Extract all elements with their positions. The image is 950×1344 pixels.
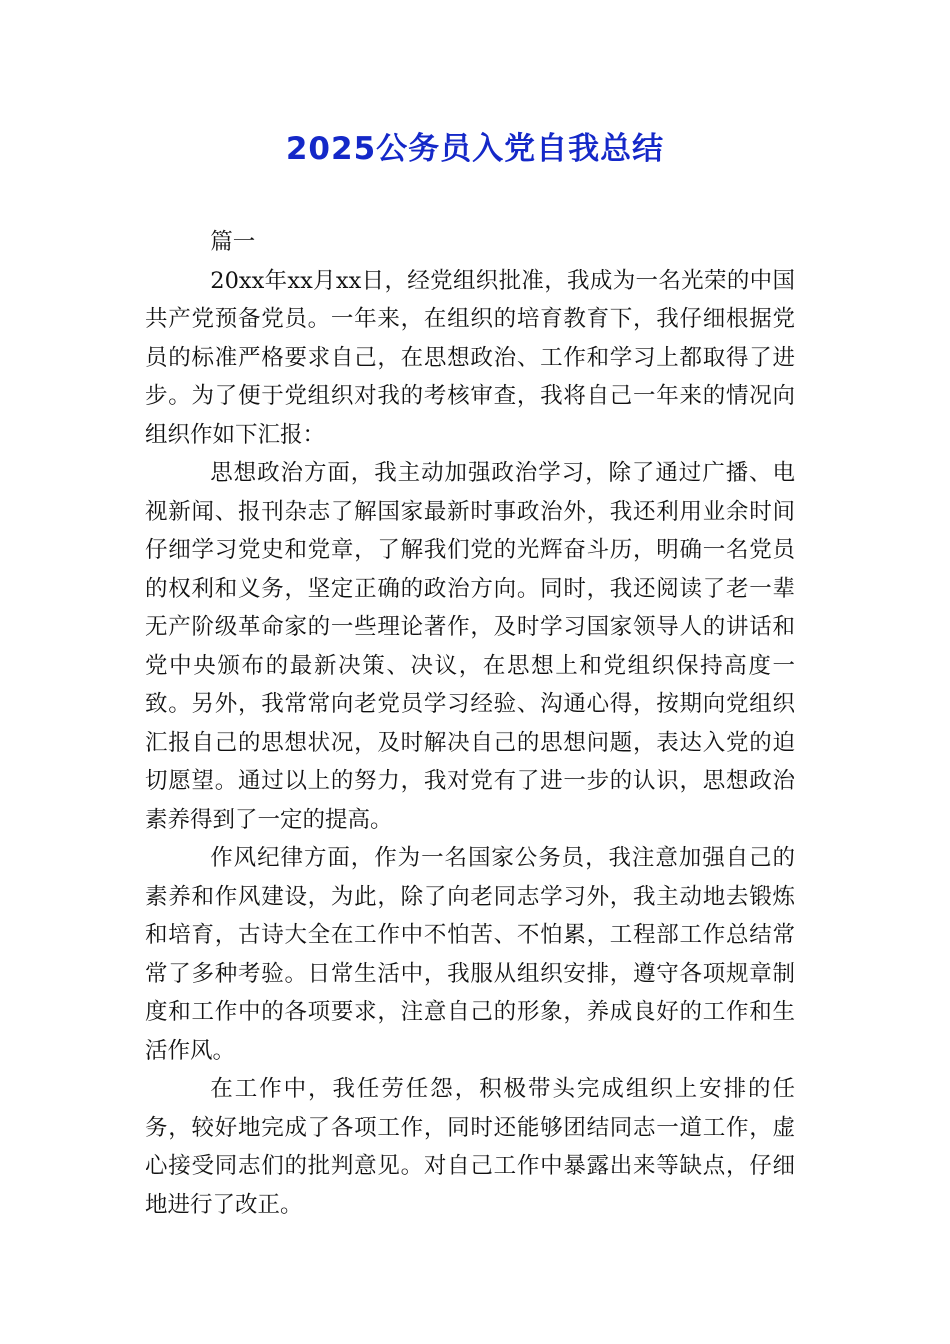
paragraph-2: 思想政治方面，我主动加强政治学习，除了通过广播、电视新闻、报刊杂志了解国家最新时事政治外，我还利用业余时间仔细学习党史和党章，了解我们党的光辉奋斗历，明确一名党员的权利和义务，坚定正确的政治方向。同时，我还阅读了老一辈无产阶级革命家的一些理论著作，及时学习国家领导人的讲话和党中央颁布的最新决策、决议，在思想上和党组织保持高度一致。另外，我常常向老党员学习经验、沟通心得，按期向党组织汇报自己的思想状况，及时解决自己的思想问题，表达入党的迫切愿望。通过以上的努力，我对党有了进一步的认识，思想政治素养得到了一定的提高。 bbox=[145, 460, 795, 833]
paragraph-3: 作风纪律方面，作为一名国家公务员，我注意加强自己的素养和作风建设，为此，除了向老同志学习外，我主动地去锻炼和培育，古诗大全在工作中不怕苦、不怕累，工程部工作总结常常了多种考验。日常生活中，我服从组织安排，遵守各项规章制度和工作中的各项要求，注意自己的形象，养成良好的工作和生活作风。 bbox=[145, 845, 795, 1064]
section-label: 篇一 bbox=[210, 229, 256, 255]
paragraph-1: 20xx年xx月xx日，经党组织批准，我成为一名光荣的中国共产党预备党员。一年来，在组织的培育教育下，我仔细根据党员的标准严格要求自己，在思想政治、工作和学习上都取得了进步。为了便于党组织对我的考核审查，我将自己一年来的情况向组织作如下汇报： bbox=[145, 267, 795, 448]
document-title: 2025公务员入党自我总结 bbox=[285, 131, 665, 167]
paragraph-4: 在工作中，我任劳任怨，积极带头完成组织上安排的任务，较好地完成了各项工作，同时还能够团结同志一道工作，虚心接受同志们的批判意见。对自己工作中暴露出来等缺点，仔细地进行了改正。 bbox=[145, 1076, 795, 1218]
document-body bbox=[145, 223, 795, 1224]
